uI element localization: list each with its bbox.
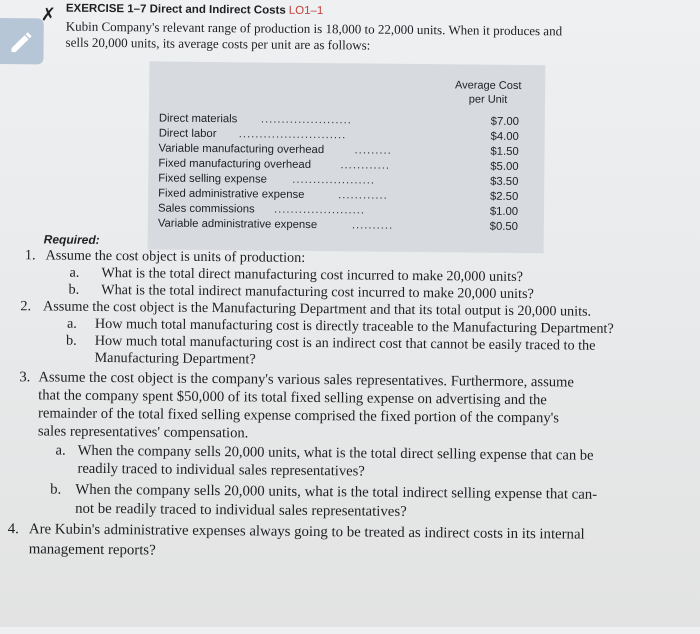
part-label: b. — [59, 282, 79, 299]
pencil-icon — [7, 28, 33, 54]
question-text: Are Kubin's administrative expenses always going to be treated as indirect costs in its internal — [29, 520, 585, 544]
bookmark-tab[interactable] — [0, 18, 44, 64]
leader-dots: ...................... — [274, 204, 365, 217]
cost-value: $2.50 — [476, 191, 532, 204]
question-number: 4. — [0, 520, 19, 539]
leader-dots: .......... — [352, 219, 394, 231]
cost-value: $1.50 — [477, 146, 533, 159]
question-number: 3. — [10, 368, 30, 386]
cost-label: Direct labor — [159, 128, 217, 141]
part-text: What is the total indirect manufacturing cost incurred to make 20,000 units? — [101, 282, 534, 303]
cost-table — [148, 61, 546, 253]
cost-value: $0.50 — [476, 221, 532, 234]
intro-line: Kubin Company's relevant range of production is 18,000 to 22,000 units. When it produces and — [66, 19, 666, 41]
cost-label: Fixed manufacturing overhead — [158, 158, 311, 171]
leader-dots: ............ — [338, 189, 388, 201]
cost-label: Fixed selling expense — [158, 173, 267, 186]
question-3-cont: that the company spent $50,000 of its total fixed selling expense on advertising and the — [38, 386, 547, 409]
leader-dots: ......... — [355, 144, 392, 156]
part-label: a. — [46, 441, 66, 459]
question-2b-cont: Manufacturing Department? — [94, 350, 255, 369]
leader-dots: ...................... — [261, 114, 352, 127]
learning-objective-tag: LO1–1 — [289, 5, 324, 17]
leader-dots: ............ — [340, 159, 390, 171]
exercise-title — [66, 3, 323, 17]
required-heading: Required: — [44, 232, 100, 247]
cost-label: Variable manufacturing overhead — [159, 143, 325, 157]
cost-value: $5.00 — [476, 161, 532, 174]
cost-value: $7.00 — [477, 116, 533, 129]
question-3-cont: remainder of the total fixed selling expense comprised the fixed portion of the company's — [38, 404, 559, 427]
cost-label: Fixed administrative expense — [158, 188, 304, 201]
part-label: a. — [59, 265, 79, 282]
question-text: Assume the cost object is units of production: — [45, 247, 305, 266]
cost-label: Direct materials — [159, 113, 238, 126]
cost-value: $3.50 — [476, 176, 532, 189]
question-4-cont: management reports? — [29, 540, 156, 560]
part-label: b. — [41, 480, 61, 499]
intro-line: sells 20,000 units, its average costs per unit are as follows: — [66, 35, 666, 57]
part-text: What is the total direct manufacturing cost incurred to make 20,000 units? — [101, 265, 523, 286]
question-3b-cont: not be readily traced to individual sales representatives? — [75, 500, 407, 522]
cost-label: Variable administrative expense — [158, 218, 317, 232]
header-line: Average Cost — [443, 78, 533, 93]
part-label: b. — [57, 333, 77, 350]
part-text: When the company sells 20,000 units, what is the total direct selling expense that can be — [78, 442, 594, 465]
part-label: a. — [57, 316, 77, 333]
handwritten-x-icon: ✗ — [41, 4, 56, 25]
part-text: When the company sells 20,000 units, what is the total indirect selling expense that can- — [75, 481, 597, 505]
leader-dots: .......................... — [239, 128, 347, 141]
exercise-title-text: EXERCISE 1–7 Direct and Indirect Costs — [66, 3, 286, 17]
question-3-cont: sales representatives' compensation. — [38, 422, 249, 442]
cost-value: $4.00 — [477, 131, 533, 144]
cost-label: Sales commissions — [158, 203, 255, 216]
cost-value: $1.00 — [476, 206, 532, 219]
exercise-intro — [66, 19, 666, 57]
part-text: How much total manufacturing cost is an indirect cost that cannot be easily traced to the — [95, 333, 596, 355]
question-number: 2. — [11, 298, 31, 315]
leader-dots: .................... — [292, 174, 375, 187]
question-text: Assume the cost object is the company's various sales representatives. Furthermore, assume — [38, 368, 574, 391]
part-text: How much total manufacturing cost is directly traceable to the Manufacturing Department? — [95, 316, 614, 338]
question-3a-cont: readily traced to individual sales representatives? — [77, 460, 364, 481]
cost-table-header — [443, 78, 533, 107]
question-number: 1. — [15, 247, 35, 264]
header-line: per Unit — [443, 92, 533, 107]
question-text: Assume the cost object is the Manufacturing Department and that its total output is 20,000 units. — [43, 298, 591, 320]
